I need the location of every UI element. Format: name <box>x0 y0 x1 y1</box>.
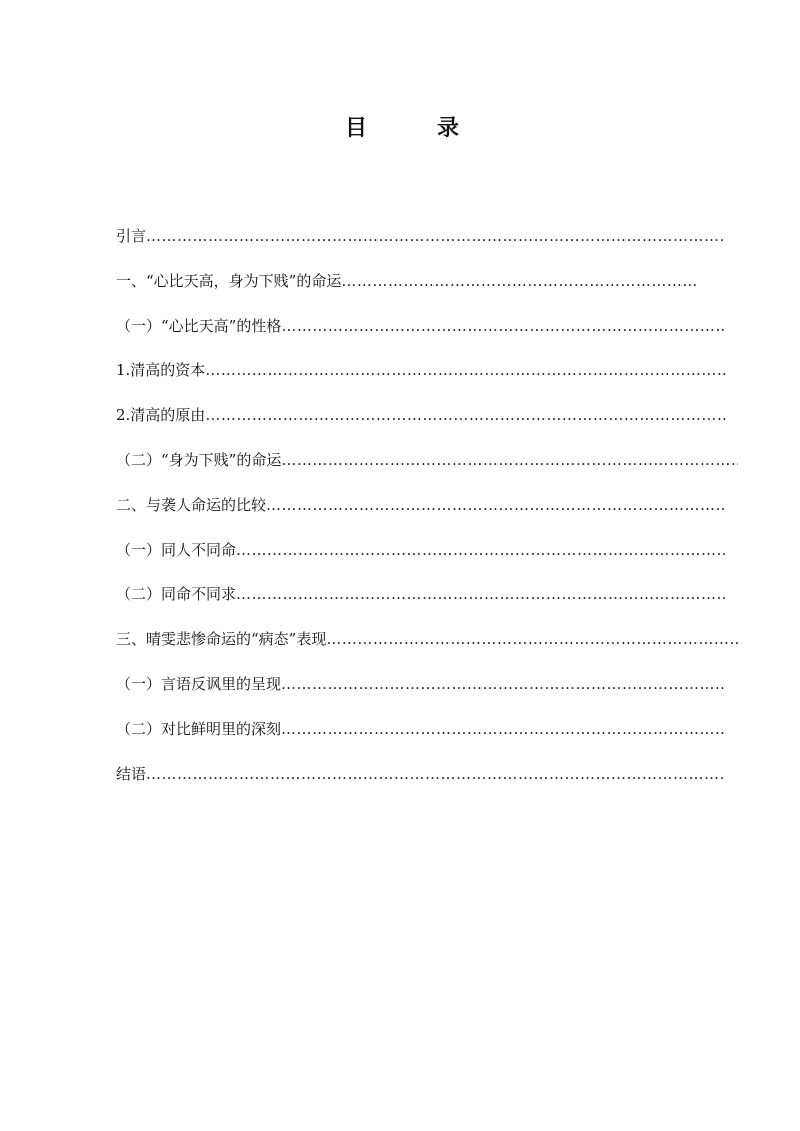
dot-leader <box>205 399 726 431</box>
toc-entry-label: 二、与袭人命运的比较 <box>116 495 267 514</box>
dot-leader <box>236 578 726 610</box>
toc-title: 目 录 <box>344 115 483 141</box>
toc-entry-conclusion[interactable] <box>116 758 726 803</box>
dot-leader <box>281 310 726 342</box>
toc-entry-label: 结语 <box>116 764 147 783</box>
toc-entry-label: （二）对比鲜明里的深刻 <box>116 719 282 738</box>
toc-entry-label: 三、晴雯悲惨命运的“病态”表现 <box>116 630 327 649</box>
toc-entry-section-2-1[interactable] <box>116 534 726 579</box>
dot-leader <box>236 534 726 566</box>
dot-leader <box>281 713 726 745</box>
dot-leader <box>281 444 738 476</box>
dot-leader <box>205 354 726 386</box>
toc-entry-section-3-1[interactable] <box>116 668 726 713</box>
toc-entry-section-3[interactable] <box>116 623 738 668</box>
toc-entry-section-3-2[interactable] <box>116 713 726 758</box>
toc-entry-label: （二）“身为下贱”的命运 <box>116 450 282 469</box>
toc-entry-section-2-2[interactable] <box>116 578 726 623</box>
toc-entry-intro[interactable] <box>116 220 726 265</box>
toc-entry-label: 一、“心比天高，身为下贱”的命运 <box>116 271 342 290</box>
dot-leader <box>281 668 726 700</box>
toc-entry-section-1-1-2[interactable] <box>116 399 726 444</box>
toc-entry-label: 1.清高的资本 <box>116 361 206 380</box>
toc-entry-section-2[interactable] <box>116 489 726 534</box>
toc-entry-label: 引言 <box>116 227 147 245</box>
toc-entry-section-1[interactable] <box>116 265 698 310</box>
toc-entry-label: （一）言语反讽里的呈现 <box>116 674 282 693</box>
dot-leader <box>341 265 698 297</box>
toc-entry-label: （二）同命不同求 <box>116 585 237 604</box>
dot-leader <box>146 220 726 252</box>
dot-leader <box>266 489 726 521</box>
toc-entry-label: 2.清高的原由 <box>116 406 206 425</box>
toc-entry-label: （一）同人不同命 <box>116 540 237 559</box>
dot-leader <box>146 758 726 790</box>
toc-entry-section-1-1-1[interactable] <box>116 354 726 399</box>
toc-entry-label: （一）“心比天高”的性格 <box>116 316 282 335</box>
dot-leader <box>326 623 738 655</box>
toc-entry-section-1-1[interactable] <box>116 310 726 355</box>
toc-list <box>116 220 726 802</box>
toc-entry-section-1-2[interactable] <box>116 444 738 489</box>
